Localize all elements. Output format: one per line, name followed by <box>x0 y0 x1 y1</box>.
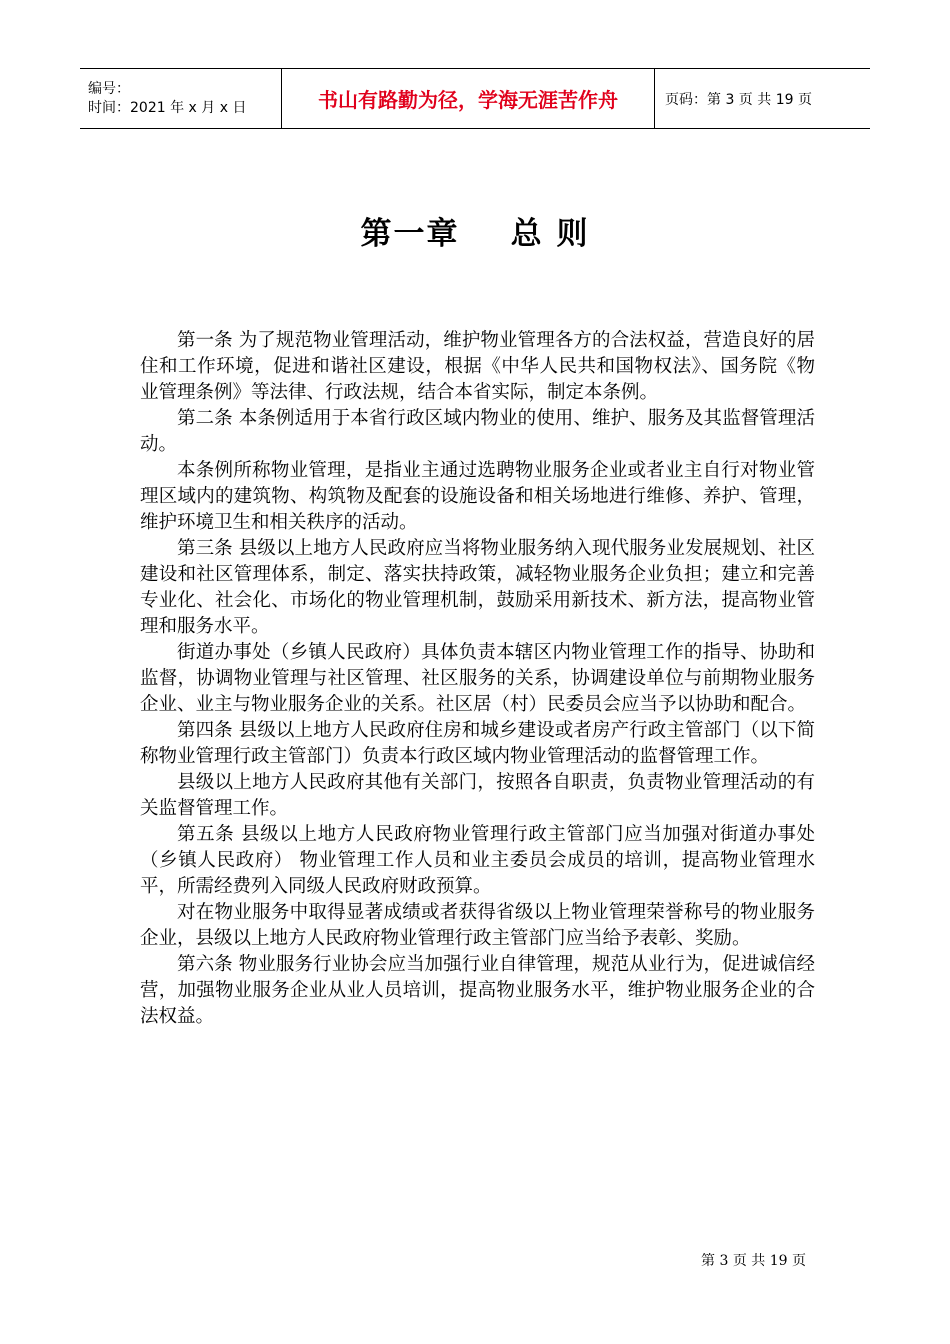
document-date-label: 时间：2021 年 x 月 x 日 <box>88 99 247 116</box>
paragraph: 对在物业服务中取得显著成绩或者获得省级以上物业管理荣誉称号的物业服务企业，县级以上地方人民政府物业管理行政主管部门应当给予表彰、奖励。 <box>140 902 815 949</box>
paragraph: 第二条 本条例适用于本省行政区域内物业的使用、维护、服务及其监督管理活动。 <box>140 408 815 455</box>
header-page-number: 页码：第 3 页 共 19 页 <box>665 91 812 108</box>
document-body <box>140 328 815 1030</box>
chapter-title: 第一章 总 则 <box>360 216 590 252</box>
paragraph: 第五条 县级以上地方人民政府物业管理行政主管部门应当加强对街道办事处（乡镇人民政府） 物业管理工作人员和业主委员会成员的培训，提高物业管理水平，所需经费列入同级人民政府财政预算。 <box>140 824 815 897</box>
page-footer: 第 3 页 共 19 页 <box>701 1253 806 1269</box>
paragraph: 县级以上地方人民政府其他有关部门，按照各自职责，负责物业管理活动的有关监督管理工作。 <box>140 772 815 819</box>
header-motto: 书山有路勤为径，学海无涯苦作舟 <box>282 69 655 128</box>
paragraph: 街道办事处（乡镇人民政府）具体负责本辖区内物业管理工作的指导、协助和监督，协调物业管理与社区管理、社区服务的关系，协调建设单位与前期物业服务企业、业主与物业服务企业的关系。社区居（村）民委员会应当予以协助和配合。 <box>140 642 815 715</box>
paragraph: 第六条 物业服务行业协会应当加强行业自律管理，规范从业行为，促进诚信经营，加强物业服务企业从业人员培训，提高物业服务水平，维护物业服务企业的合法权益。 <box>140 954 815 1027</box>
paragraph: 第三条 县级以上地方人民政府应当将物业服务纳入现代服务业发展规划、社区建设和社区管理体系，制定、落实扶持政策，减轻物业服务企业负担；建立和完善专业化、社会化、市场化的物业管理机制，鼓励采用新技术、新方法，提高物业管理和服务水平。 <box>140 538 815 637</box>
page-header <box>80 68 870 129</box>
paragraph: 本条例所称物业管理，是指业主通过选聘物业服务企业或者业主自行对物业管理区域内的建筑物、构筑物及配套的设施设备和相关场地进行维修、养护、管理，维护环境卫生和相关秩序的活动。 <box>140 460 815 533</box>
paragraph: 第一条 为了规范物业管理活动，维护物业管理各方的合法权益，营造良好的居住和工作环境，促进和谐社区建设，根据《中华人民共和国物权法》、国务院《物业管理条例》等法律、行政法规，结合本省实际，制定本条例。 <box>140 330 815 403</box>
header-meta <box>80 69 282 128</box>
paragraph: 第四条 县级以上地方人民政府住房和城乡建设或者房产行政主管部门（以下简称物业管理行政主管部门）负责本行政区域内物业管理活动的监督管理工作。 <box>140 720 815 767</box>
document-number-label: 编号： <box>88 80 130 97</box>
